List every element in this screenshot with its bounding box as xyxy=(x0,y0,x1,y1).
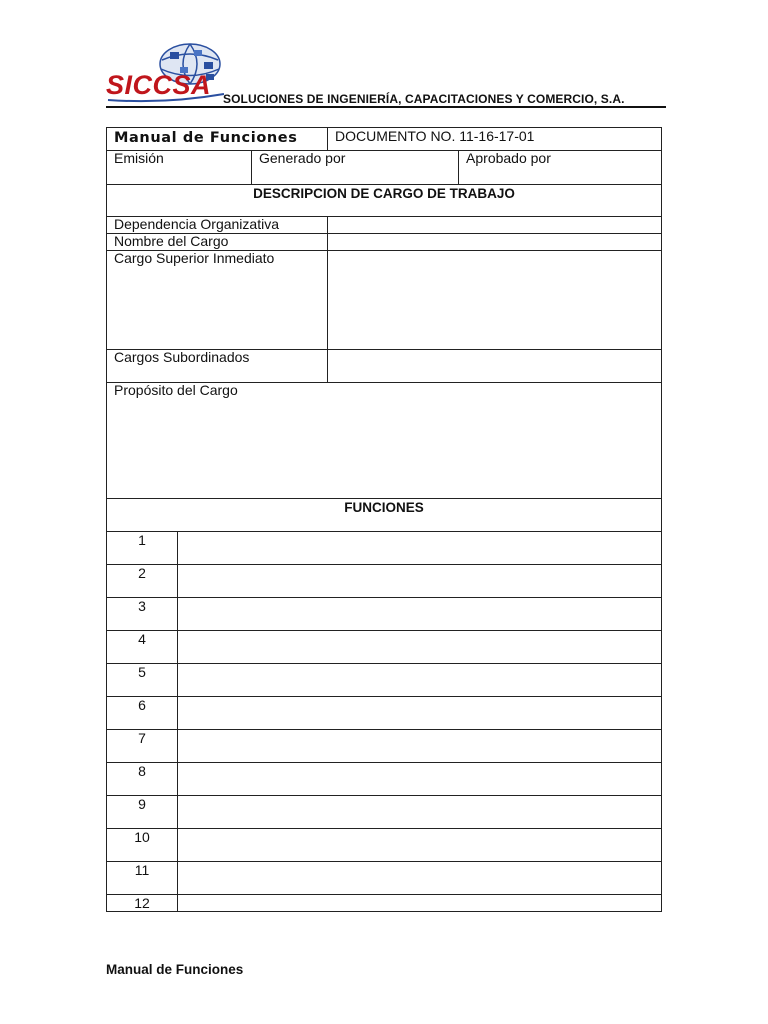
dependencia-row xyxy=(107,217,662,234)
table-row xyxy=(107,730,662,763)
function-number: 10 xyxy=(107,829,178,862)
function-field[interactable] xyxy=(178,862,662,895)
table-row xyxy=(107,862,662,895)
function-number: 9 xyxy=(107,796,178,829)
function-field[interactable] xyxy=(178,730,662,763)
function-number: 6 xyxy=(107,697,178,730)
table-row xyxy=(107,565,662,598)
approval-row xyxy=(107,151,662,185)
dependencia-field[interactable] xyxy=(328,217,662,234)
table-row xyxy=(107,664,662,697)
function-field[interactable] xyxy=(178,763,662,796)
svg-text:SICCSA: SICCSA xyxy=(106,70,212,100)
aprobado-label: Aprobado por xyxy=(459,151,662,185)
function-number: 4 xyxy=(107,631,178,664)
superior-field[interactable] xyxy=(328,251,662,350)
function-field[interactable] xyxy=(178,664,662,697)
superior-row xyxy=(107,251,662,350)
footer-title: Manual de Funciones xyxy=(106,962,244,977)
nombre-field[interactable] xyxy=(328,234,662,251)
function-number: 8 xyxy=(107,763,178,796)
section-header-row xyxy=(107,185,662,217)
funciones-title: FUNCIONES xyxy=(107,499,662,532)
subordinados-field[interactable] xyxy=(328,350,662,383)
header-divider xyxy=(106,106,666,108)
function-field[interactable] xyxy=(178,598,662,631)
subordinados-label: Cargos Subordinados xyxy=(107,350,328,383)
proposito-field[interactable] xyxy=(107,383,662,499)
subordinados-row xyxy=(107,350,662,383)
company-name: SOLUCIONES DE INGENIERÍA, CAPACITACIONES Y COMERCIO, S.A. xyxy=(223,92,625,106)
function-field[interactable] xyxy=(178,796,662,829)
generado-label: Generado por xyxy=(252,151,459,185)
function-number: 3 xyxy=(107,598,178,631)
function-number: 11 xyxy=(107,862,178,895)
function-field[interactable] xyxy=(178,565,662,598)
form-title: Manual de Funciones xyxy=(107,128,328,151)
document-header xyxy=(106,40,666,108)
function-field[interactable] xyxy=(178,532,662,565)
table-row xyxy=(107,763,662,796)
function-number: 12 xyxy=(107,895,178,912)
function-number: 2 xyxy=(107,565,178,598)
function-number: 1 xyxy=(107,532,178,565)
proposito-row xyxy=(107,383,662,499)
table-row xyxy=(107,598,662,631)
nombre-label: Nombre del Cargo xyxy=(107,234,328,251)
table-row xyxy=(107,631,662,664)
funciones-header-row xyxy=(107,499,662,532)
table-row xyxy=(107,829,662,862)
table-row xyxy=(107,796,662,829)
function-field[interactable] xyxy=(178,829,662,862)
section-title: DESCRIPCION DE CARGO DE TRABAJO xyxy=(107,185,662,217)
siccsa-logo xyxy=(106,42,228,104)
nombre-row xyxy=(107,234,662,251)
job-description-form xyxy=(106,127,662,912)
emision-label: Emisión xyxy=(107,151,252,185)
function-field[interactable] xyxy=(178,895,662,912)
table-row xyxy=(107,532,662,565)
function-number: 5 xyxy=(107,664,178,697)
document-number: DOCUMENTO NO. 11-16-17-01 xyxy=(328,128,662,151)
function-field[interactable] xyxy=(178,631,662,664)
dependencia-label: Dependencia Organizativa xyxy=(107,217,328,234)
proposito-label: Propósito del Cargo xyxy=(114,382,238,398)
superior-label: Cargo Superior Inmediato xyxy=(107,251,328,350)
table-row xyxy=(107,697,662,730)
title-row xyxy=(107,128,662,151)
function-field[interactable] xyxy=(178,697,662,730)
function-number: 7 xyxy=(107,730,178,763)
table-row xyxy=(107,895,662,912)
